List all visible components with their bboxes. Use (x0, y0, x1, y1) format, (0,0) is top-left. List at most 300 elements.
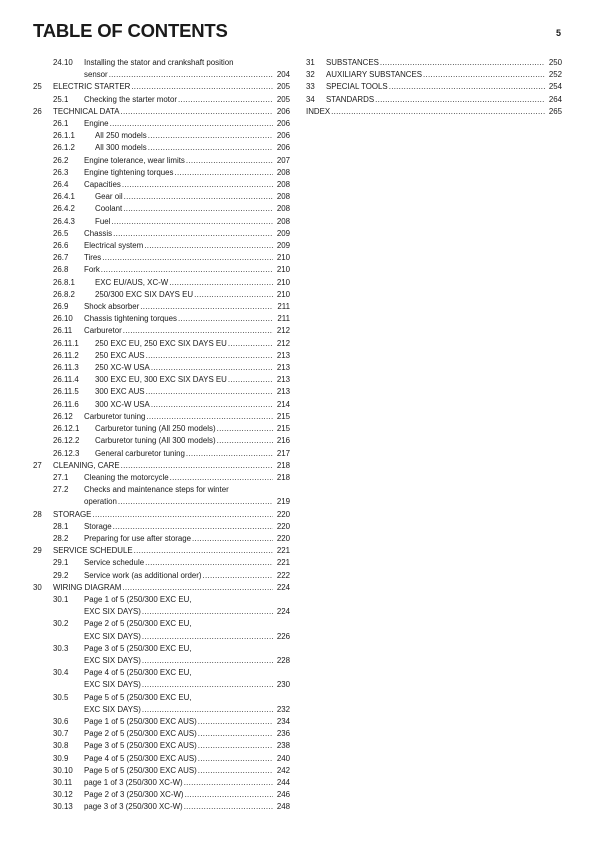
toc-entry[interactable] (33, 582, 290, 594)
toc-entry[interactable] (33, 203, 290, 215)
toc-entry-number: 34 (306, 94, 315, 104)
toc-entry-number: 26.4.2 (53, 204, 75, 214)
toc-entry-title: Service schedule (84, 558, 145, 568)
toc-entry-page: 208 (276, 216, 290, 226)
toc-entry[interactable] (33, 777, 290, 789)
toc-entry[interactable] (33, 191, 290, 203)
toc-entry-number: 26.4 (53, 180, 69, 190)
toc-entry-page: 214 (276, 399, 290, 409)
toc-entry-page: 224 (276, 607, 290, 617)
toc-entry-page: 213 (276, 350, 290, 360)
toc-entry[interactable] (33, 801, 290, 813)
toc-entry[interactable] (33, 460, 290, 472)
toc-entry[interactable] (33, 667, 290, 691)
toc-entry-page: 215 (276, 411, 290, 421)
dot-leader (146, 350, 273, 362)
toc-entry[interactable] (33, 399, 290, 411)
toc-entry-title: Page 5 of 5 (250/300 EXC EU, (84, 692, 192, 702)
toc-entry-page: 234 (276, 716, 290, 726)
toc-entry-number: 26.11.5 (53, 387, 79, 397)
toc-entry-page: 210 (276, 289, 290, 299)
toc-entry-page: 221 (276, 558, 290, 568)
toc-entry-page: 240 (276, 753, 290, 763)
toc-entry-title: WIRING DIAGRAM (53, 582, 122, 592)
toc-entry-title-continued: EXC SIX DAYS) (84, 631, 141, 641)
toc-entry[interactable] (33, 557, 290, 569)
toc-entry-title: Carburetor tuning (All 250 models) (95, 424, 216, 434)
dot-leader (123, 203, 273, 215)
toc-entry-page: 215 (276, 424, 290, 434)
toc-entry-page: 208 (276, 167, 290, 177)
toc-entry-title: Carburetor tuning (84, 411, 146, 421)
toc-entry-title: Page 2 of 5 (250/300 EXC AUS) (84, 729, 197, 739)
toc-column-left (33, 57, 290, 814)
toc-entry[interactable] (33, 142, 290, 154)
toc-entry-page: 211 (277, 314, 290, 324)
dot-leader (148, 130, 273, 142)
toc-entry-page: 218 (276, 472, 290, 482)
toc-entry[interactable] (33, 692, 290, 716)
toc-entry-title: STORAGE (53, 509, 92, 519)
toc-entry[interactable] (33, 728, 290, 740)
toc-entry-page: 232 (276, 704, 290, 714)
dot-leader (331, 106, 545, 118)
toc-entry[interactable] (33, 264, 290, 276)
page-number: 5 (555, 28, 561, 38)
toc-entry[interactable] (33, 643, 290, 667)
toc-entry-page: 248 (276, 802, 290, 812)
toc-entry-number: 30.1 (53, 594, 69, 604)
toc-entry[interactable] (33, 240, 290, 252)
dot-leader (228, 374, 273, 386)
dot-leader (142, 704, 273, 716)
toc-entry-page: 224 (276, 582, 290, 592)
toc-entry-title: AUXILIARY SUBSTANCES (326, 70, 423, 80)
toc-entry-title: Carburetor (84, 326, 122, 336)
dot-leader (118, 496, 273, 508)
toc-entry-title: Page 3 of 5 (250/300 EXC EU, (84, 643, 192, 653)
toc-entry[interactable] (306, 81, 562, 93)
toc-entry-number: 31 (306, 58, 315, 67)
toc-entry-page: 208 (276, 192, 290, 202)
toc-entry-number: 26.11 (53, 326, 73, 336)
toc-entry[interactable] (33, 130, 290, 142)
toc-entry-number: 26.12.2 (53, 436, 80, 446)
toc-entry-number: 25.1 (53, 94, 69, 104)
toc-entry-number: 26.10 (53, 314, 73, 324)
toc-entry-title: All 300 models (95, 143, 147, 153)
toc-entry-page: 244 (276, 777, 290, 787)
toc-entry-title: TECHNICAL DATA (53, 106, 120, 116)
toc-entry-number: 26.1.1 (53, 131, 75, 141)
toc-entry-number: 26.6 (53, 241, 69, 251)
toc-entry-page: 236 (276, 729, 290, 739)
toc-entry-page: 213 (276, 363, 290, 373)
toc-column-right (306, 57, 562, 118)
toc-entry-page: 242 (276, 765, 290, 775)
toc-entry[interactable] (33, 740, 290, 752)
toc-entry[interactable] (33, 338, 290, 350)
toc-entry-title-continued: EXC SIX DAYS) (84, 680, 141, 690)
dot-leader (144, 240, 273, 252)
toc-entry-title: Tires (84, 253, 102, 263)
toc-entry-number: 27 (33, 460, 42, 470)
dot-leader (145, 557, 273, 569)
toc-entry-number: 30.10 (53, 765, 73, 775)
dot-leader (134, 545, 273, 557)
toc-entry-page: 230 (276, 680, 290, 690)
toc-entry-number: 26.4.1 (53, 192, 75, 202)
toc-entry-number: 26.3 (53, 167, 69, 177)
toc-entry-page: 221 (276, 546, 290, 556)
toc-entry[interactable] (33, 216, 290, 228)
toc-entry-number: 29 (33, 546, 42, 556)
toc-entry-page: 209 (276, 241, 290, 251)
toc-entry-page: 205 (276, 94, 290, 104)
toc-entry-title: Capacities (84, 180, 121, 190)
toc-entry-title: Page 3 of 5 (250/300 EXC AUS) (84, 741, 197, 751)
toc-entry[interactable] (33, 753, 290, 765)
toc-entry-title: Engine tightening torques (84, 167, 174, 177)
dot-leader (192, 533, 273, 545)
toc-entry-number: 30.7 (53, 729, 69, 739)
dot-leader (178, 313, 273, 325)
dot-leader (111, 216, 273, 228)
toc-entry-page: 206 (276, 143, 290, 153)
toc-entry-title: Page 1 of 5 (250/300 EXC EU, (84, 594, 192, 604)
toc-entry-title: 250 XC-W USA (95, 363, 150, 373)
dot-leader (146, 411, 273, 423)
dot-leader (102, 252, 273, 264)
dot-leader (122, 179, 273, 191)
toc-entry-title: INDEX (306, 106, 331, 116)
toc-entry-number: 26.8 (53, 265, 69, 275)
toc-entry[interactable] (33, 228, 290, 240)
toc-entry-page: 206 (276, 131, 290, 141)
toc-entry[interactable] (33, 423, 290, 435)
toc-entry[interactable] (33, 106, 290, 118)
toc-entry-number: 26.2 (53, 155, 69, 165)
toc-entry[interactable] (33, 313, 290, 325)
toc-entry[interactable] (33, 765, 290, 777)
toc-entry-title: SUBSTANCES (326, 58, 379, 67)
toc-entry-page: 208 (276, 180, 290, 190)
dot-leader (169, 277, 273, 289)
toc-entry-page: 204 (276, 70, 290, 80)
toc-entry-page: 222 (276, 570, 290, 580)
toc-entry-title: Gear oil (95, 192, 123, 202)
toc-entry[interactable] (33, 521, 290, 533)
toc-entry-number: 28 (33, 509, 42, 519)
toc-entry[interactable] (33, 716, 290, 728)
toc-entry-title: Storage (84, 521, 112, 531)
dot-leader (113, 521, 273, 533)
toc-entry-page: 250 (548, 58, 562, 67)
toc-entry-title: Installing the stator and crankshaft position (84, 58, 234, 67)
dot-leader (217, 423, 273, 435)
dot-leader (175, 167, 274, 179)
toc-entry[interactable] (33, 277, 290, 289)
toc-entry-number: 30.12 (53, 790, 73, 800)
toc-entry[interactable] (306, 94, 562, 106)
toc-entry-title-continued: sensor (84, 70, 108, 80)
toc-entry-number: 30.3 (53, 643, 69, 653)
dot-leader (113, 228, 273, 240)
toc-entry-page: 246 (276, 790, 290, 800)
toc-entry-title: Page 5 of 5 (250/300 EXC AUS) (84, 765, 197, 775)
toc-entry[interactable] (33, 545, 290, 557)
toc-entry-number: 30 (33, 582, 42, 592)
toc-entry-number: 28.1 (53, 521, 69, 531)
toc-entry-title: General carburetor tuning (95, 448, 185, 458)
toc-entry-number: 30.11 (53, 777, 73, 787)
dot-leader (92, 509, 273, 521)
toc-entry[interactable] (33, 789, 290, 801)
toc-entry-number: 26.8.1 (53, 277, 75, 287)
toc-entry-page: 209 (276, 228, 290, 238)
toc-entry-page: 220 (276, 533, 290, 543)
toc-entry-page: 218 (276, 460, 290, 470)
toc-entry-number: 26.5 (53, 228, 69, 238)
toc-entry-number: 30.8 (53, 741, 69, 751)
dot-leader (198, 740, 273, 752)
dot-leader (178, 94, 273, 106)
toc-entry-number: 30.4 (53, 668, 69, 678)
toc-entry-title: Chassis tightening torques (84, 314, 177, 324)
toc-entry-number: 26.12.1 (53, 424, 80, 434)
toc-entry-number: 26.12 (53, 411, 73, 421)
toc-entry-number: 26.11.3 (53, 363, 79, 373)
toc-entry[interactable] (33, 289, 290, 301)
toc-entry-page: 226 (276, 631, 290, 641)
toc-entry-title: Page 1 of 5 (250/300 EXC AUS) (84, 716, 197, 726)
toc-entry-page: 219 (276, 497, 290, 507)
toc-entry-title: ELECTRIC STARTER (53, 82, 131, 92)
toc-entry-title: Page 4 of 5 (250/300 EXC AUS) (84, 753, 197, 763)
toc-entry-title: Preparing for use after storage (84, 533, 192, 543)
toc-entry-number: 27.2 (53, 485, 69, 495)
toc-entry[interactable] (33, 472, 290, 484)
toc-entry-title: Shock absorber (84, 302, 140, 312)
toc-entry-page: 210 (276, 277, 290, 287)
toc-entry-page: 216 (276, 436, 290, 446)
toc-entry-title: Engine tolerance, wear limits (84, 155, 185, 165)
toc-entry-title: SERVICE SCHEDULE (53, 546, 133, 556)
toc-entry[interactable] (33, 81, 290, 93)
toc-entry-number: 29.1 (53, 558, 69, 568)
toc-entry-number: 30.2 (53, 619, 69, 629)
toc-entry[interactable] (33, 57, 290, 81)
toc-entry[interactable] (33, 411, 290, 423)
toc-entry-number: 24.10 (53, 58, 73, 67)
dot-leader (122, 582, 273, 594)
dot-leader (198, 765, 273, 777)
toc-entry[interactable] (33, 155, 290, 167)
dot-leader (151, 362, 273, 374)
toc-entry[interactable] (306, 106, 562, 118)
toc-entry[interactable] (33, 484, 290, 508)
dot-leader (121, 106, 274, 118)
toc-entry-page: 217 (276, 448, 290, 458)
toc-entry-number: 25 (33, 82, 42, 92)
dot-leader (131, 81, 273, 93)
dot-leader (186, 448, 273, 460)
toc-entry[interactable] (33, 350, 290, 362)
toc-entry-page: 207 (276, 155, 290, 165)
toc-entry-number: 29.2 (53, 570, 69, 580)
toc-entry[interactable] (33, 362, 290, 374)
toc-entry-title: Service work (as additional order) (84, 570, 202, 580)
dot-leader (109, 69, 273, 81)
toc-entry-title: page 1 of 3 (250/300 XC-W) (84, 777, 183, 787)
dot-leader (198, 753, 273, 765)
toc-entry[interactable] (33, 118, 290, 130)
dot-leader (142, 631, 273, 643)
dot-leader (142, 606, 273, 618)
toc-entry[interactable] (33, 594, 290, 618)
toc-entry-page: 205 (276, 82, 290, 92)
toc-entry-number: 30.13 (53, 802, 73, 812)
toc-entry-page: 265 (548, 106, 562, 116)
toc-entry[interactable] (33, 167, 290, 179)
toc-entry-title: Page 2 of 5 (250/300 EXC EU, (84, 619, 192, 629)
dot-leader (217, 435, 273, 447)
toc-entry-number: 26.12.3 (53, 448, 80, 458)
toc-entry-page: 206 (276, 119, 290, 129)
toc-entry-page: 238 (276, 741, 290, 751)
toc-entry-title: 300 EXC AUS (95, 387, 145, 397)
toc-entry-number: 26.11.2 (53, 350, 79, 360)
dot-leader (194, 289, 273, 301)
dot-leader (110, 118, 273, 130)
toc-entry[interactable] (33, 448, 290, 460)
page-title: TABLE OF CONTENTS (33, 20, 228, 41)
dot-leader (123, 325, 273, 337)
dot-leader (140, 301, 273, 313)
toc-entry-page: 208 (276, 204, 290, 214)
toc-entry-number: 26.1.2 (53, 143, 75, 153)
toc-entry-title: Page 4 of 5 (250/300 EXC EU, (84, 668, 192, 678)
toc-entry-title-continued: EXC SIX DAYS) (84, 607, 141, 617)
dot-leader (184, 801, 273, 813)
toc-entry-page: 212 (276, 338, 290, 348)
toc-entry-page: 254 (548, 82, 562, 92)
dot-leader (124, 191, 273, 203)
toc-entry-page: 252 (548, 70, 562, 80)
toc-entry-title: Cleaning the motorcycle (84, 472, 169, 482)
toc-entry-title: All 250 models (95, 131, 147, 141)
dot-leader (170, 472, 273, 484)
toc-entry-title: 250/300 EXC SIX DAYS EU (95, 289, 194, 299)
toc-entry[interactable] (33, 570, 290, 582)
dot-leader (142, 679, 273, 691)
dot-leader (142, 655, 273, 667)
toc-entry-title: Fork (84, 265, 100, 275)
dot-leader (389, 81, 545, 93)
toc-entry-number: 26.1 (53, 119, 69, 129)
toc-entry-number: 33 (306, 82, 315, 92)
dot-leader (186, 155, 273, 167)
toc-entry[interactable] (33, 179, 290, 191)
toc-entry-title: Fuel (95, 216, 111, 226)
toc-entry-title: Electrical system (84, 241, 144, 251)
toc-entry-title: CLEANING, CARE (53, 460, 120, 470)
toc-entry[interactable] (306, 57, 562, 69)
toc-entry-title-continued: EXC SIX DAYS) (84, 655, 141, 665)
toc-entry-number: 32 (306, 70, 315, 80)
toc-entry-page: 220 (276, 509, 290, 519)
toc-entry-page: 220 (276, 521, 290, 531)
toc-entry-number: 28.2 (53, 533, 69, 543)
dot-leader (380, 57, 545, 69)
toc-entry-number: 30.6 (53, 716, 69, 726)
dot-leader (148, 142, 273, 154)
toc-entry-page: 210 (276, 265, 290, 275)
toc-entry-page: 264 (548, 94, 562, 104)
toc-entry-title-continued: operation (84, 497, 117, 507)
toc-entry[interactable] (33, 325, 290, 337)
toc-entry-page: 210 (276, 253, 290, 263)
toc-entry-title: 250 EXC EU, 250 EXC SIX DAYS EU (95, 338, 227, 348)
toc-entry-number: 30.5 (53, 692, 69, 702)
toc-entry-number: 26.11.6 (53, 399, 79, 409)
dot-leader (121, 460, 273, 472)
toc-entry[interactable] (33, 386, 290, 398)
toc-entry-number: 30.9 (53, 753, 69, 763)
dot-leader (203, 570, 273, 582)
toc-entry-page: 206 (276, 106, 290, 116)
toc-entry-number: 26.9 (53, 302, 69, 312)
dot-leader (198, 728, 273, 740)
toc-entry-title: SPECIAL TOOLS (326, 82, 388, 92)
dot-leader (198, 716, 273, 728)
toc-entry-number: 26.4.3 (53, 216, 75, 226)
toc-entry-page: 213 (276, 387, 290, 397)
toc-entry[interactable] (306, 69, 562, 81)
toc-entry-number: 27.1 (53, 472, 69, 482)
toc-entry-number: 26.11.4 (53, 375, 79, 385)
toc-entry-page: 211 (277, 302, 290, 312)
toc-entry[interactable] (33, 301, 290, 313)
toc-entry-title: page 3 of 3 (250/300 XC-W) (84, 802, 183, 812)
toc-entry-title: 300 EXC EU, 300 EXC SIX DAYS EU (95, 375, 227, 385)
toc-entry[interactable] (33, 94, 290, 106)
dot-leader (146, 386, 273, 398)
toc-entry[interactable] (33, 533, 290, 545)
toc-entry-title-continued: EXC SIX DAYS) (84, 704, 141, 714)
dot-leader (423, 69, 545, 81)
toc-entry-page: 228 (276, 655, 290, 665)
toc-entry-number: 26 (33, 106, 42, 116)
toc-entry[interactable] (33, 252, 290, 264)
toc-entry[interactable] (33, 618, 290, 642)
toc-entry-number: 26.11.1 (53, 338, 79, 348)
toc-entry-title: Checks and maintenance steps for winter (84, 485, 229, 495)
toc-entry-title: Page 2 of 3 (250/300 XC-W) (84, 790, 184, 800)
toc-entry-title: Carburetor tuning (All 300 models) (95, 436, 216, 446)
dot-leader (151, 399, 273, 411)
toc-entry-title: Checking the starter motor (84, 94, 177, 104)
dot-leader (184, 777, 273, 789)
toc-entry[interactable] (33, 435, 290, 447)
toc-entry-title: STANDARDS (326, 94, 375, 104)
dot-leader (375, 94, 545, 106)
toc-entry-title: Engine (84, 119, 109, 129)
toc-entry-number: 26.7 (53, 253, 69, 263)
dot-leader (101, 264, 273, 276)
toc-entry[interactable] (33, 509, 290, 521)
toc-entry[interactable] (33, 374, 290, 386)
